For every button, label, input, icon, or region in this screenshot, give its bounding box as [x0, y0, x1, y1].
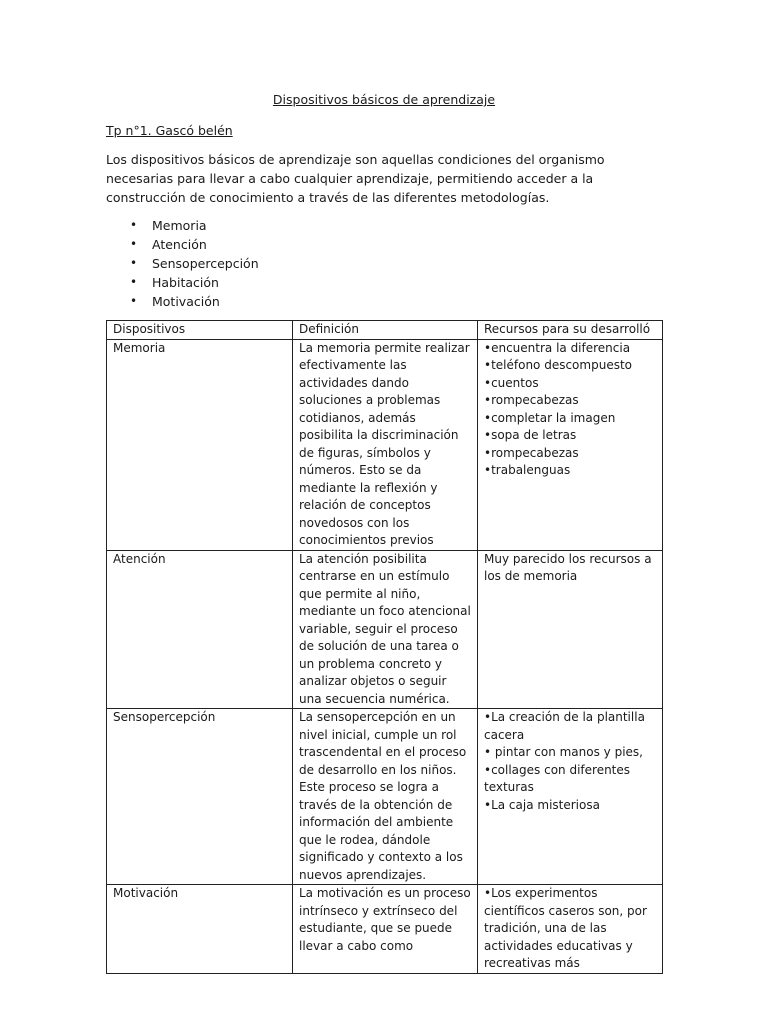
resource-item: •rompecabezas	[484, 393, 579, 407]
resource-item: •rompecabezas	[484, 445, 579, 460]
resources-cell: •Los experimentos científicos caseros son, por tradición, una de las actividades educativas y recreativas más	[478, 885, 663, 974]
table-header-row	[107, 321, 663, 340]
resources-cell: Muy parecido los recursos a los de memoria	[478, 550, 663, 709]
header-definicion: Definición	[293, 321, 478, 340]
definition-cell: La memoria permite realizar efectivamente las actividades dando soluciones a problemas cotidianos, además posibilita la discriminación de figuras, símbolos y números. Esto se da mediante la reflexión y relación de conceptos novedosos con los conocimientos previos	[293, 339, 478, 550]
resource-item: •La creación de la plantilla cacera	[484, 710, 645, 742]
resource-item: • pintar con manos y pies,	[484, 745, 643, 759]
table-row	[107, 550, 663, 709]
devices-table	[106, 320, 663, 974]
definition-cell: La atención posibilita centrarse en un estímulo que permite al niño, mediante un foco atencional variable, seguir el proceso de solución de una tarea o un problema concreto y analizar objetos o seguir una secuencia numérica.	[293, 550, 478, 709]
list-item: • Atención	[130, 237, 207, 252]
bullet-icon: •	[130, 218, 138, 232]
resource-item: •collages con diferentes texturas	[484, 762, 631, 794]
list-item: • Motivación	[130, 294, 220, 309]
definition-cell: La motivación es un proceso intrínseco y extrínseco del estudiante, que se puede llevar a cabo como	[293, 885, 478, 974]
resource-item: •sopa de letras	[484, 428, 577, 442]
resources-cell	[478, 709, 663, 885]
bullet-icon: •	[130, 275, 138, 289]
document-title: Dispositivos básicos de aprendizaje	[272, 92, 496, 107]
resource-item: •cuentos	[484, 375, 539, 390]
resources-cell	[478, 339, 663, 550]
device-cell: Sensopercepción	[107, 709, 293, 885]
resource-item: •La caja misteriosa	[484, 797, 600, 812]
table-row	[107, 885, 663, 974]
header-recursos: Recursos para su desarrolló	[478, 321, 663, 340]
document-subtitle: Tp n°1. Gascó belén	[106, 123, 233, 138]
device-cell: Atención	[107, 550, 293, 709]
header-dispositivos: Dispositivos	[107, 321, 293, 340]
resource-item: •encuentra la diferencia	[484, 340, 631, 355]
device-cell: Memoria	[107, 339, 293, 550]
resource-item: •completar la imagen	[484, 410, 616, 425]
intro-paragraph: Los dispositivos básicos de aprendizaje son aquellas condiciones del organismo necesarias para llevar a cabo cualquier aprendizaje, permitiendo acceder a la construcción de conocimiento a través de las diferentes metodologías.	[106, 152, 605, 205]
device-cell: Motivación	[107, 885, 293, 974]
bullet-icon: •	[130, 294, 138, 308]
list-item: • Sensopercepción	[130, 256, 259, 271]
resource-item: •teléfono descompuesto	[484, 358, 632, 372]
table-row	[107, 339, 663, 550]
device-bullet-list	[106, 216, 506, 311]
resource-item: •trabalenguas	[484, 463, 571, 477]
bullet-icon: •	[130, 237, 138, 251]
bullet-icon: •	[130, 256, 138, 270]
list-item: • Memoria	[130, 218, 207, 233]
table-row	[107, 709, 663, 885]
list-item: • Habitación	[130, 275, 219, 290]
definition-cell: La sensopercepción en un nivel inicial, cumple un rol trascendental en el proceso de desarrollo en los niños. Este proceso se logra a través de la obtención de información del ambiente que le rodea, dándole significado y contexto a los nuevos aprendizajes.	[293, 709, 478, 885]
